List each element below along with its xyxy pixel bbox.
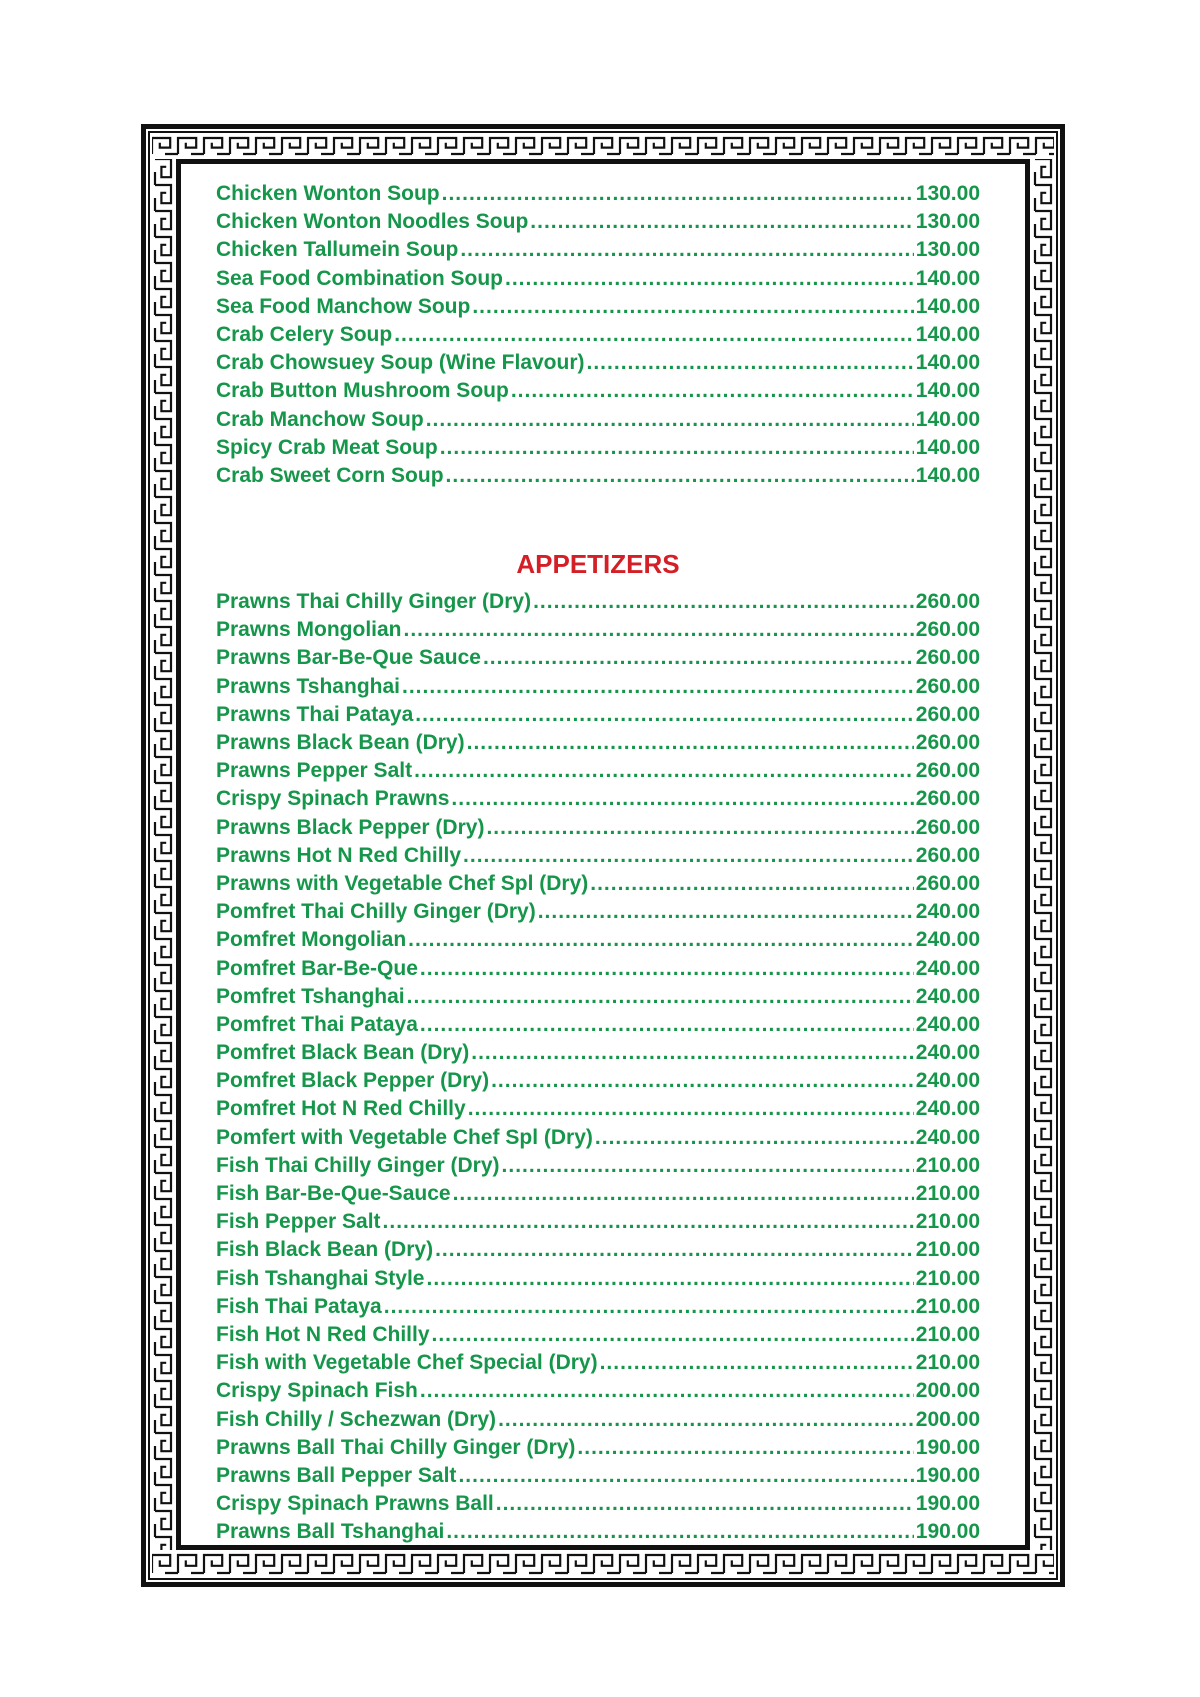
dot-leader: [426, 1265, 913, 1293]
menu-item-name: Pomfret Black Pepper (Dry): [216, 1069, 490, 1093]
menu-item-name: Sea Food Combination Soup: [216, 266, 503, 290]
dot-leader: [486, 814, 913, 842]
menu-item-row: [216, 1039, 980, 1067]
menu-item-row: [216, 1236, 980, 1264]
menu-item-price: 260.00: [915, 702, 980, 726]
dot-leader: [435, 1236, 914, 1264]
menu-item-name: Prawns Bar-Be-Que Sauce: [216, 646, 481, 670]
menu-item-row: [216, 265, 980, 293]
dot-leader: [577, 1434, 913, 1462]
menu-item-row: [216, 1124, 980, 1152]
dot-leader: [600, 1349, 914, 1377]
menu-item-row: [216, 1095, 980, 1123]
menu-item-price: 130.00: [915, 210, 980, 234]
menu-item-name: Pomfret Tshanghai: [216, 984, 405, 1008]
menu-item-name: Sea Food Manchow Soup: [216, 294, 471, 318]
menu-item-price: 140.00: [915, 435, 980, 459]
section-heading-appetizers: APPETIZERS: [516, 549, 680, 580]
menu-item-price: 260.00: [915, 590, 980, 614]
dot-leader: [498, 1406, 914, 1434]
menu-item-row: [216, 1011, 980, 1039]
menu-item-row: [216, 1180, 980, 1208]
menu-item-row: [216, 814, 980, 842]
menu-item-name: Crab Button Mushroom Soup: [216, 379, 509, 403]
menu-item-name: Pomfret Thai Chilly Ginger (Dry): [216, 900, 536, 924]
dot-leader: [415, 701, 914, 729]
dot-leader: [530, 208, 913, 236]
menu-item-price: 240.00: [915, 956, 980, 980]
menu-item-row: [216, 1518, 980, 1546]
menu-item-price: 240.00: [915, 1012, 980, 1036]
menu-item-price: 240.00: [915, 928, 980, 952]
menu-content: [216, 180, 980, 1546]
menu-item-row: [216, 406, 980, 434]
menu-item-price: 190.00: [915, 1435, 980, 1459]
menu-item-row: [216, 701, 980, 729]
menu-item-price: 240.00: [915, 1041, 980, 1065]
menu-item-row: [216, 616, 980, 644]
menu-item-name: Fish Thai Chilly Ginger (Dry): [216, 1153, 500, 1177]
dot-leader: [414, 757, 914, 785]
dot-leader: [590, 870, 914, 898]
menu-item-name: Pomfret Mongolian: [216, 928, 407, 952]
menu-item-row: [216, 729, 980, 757]
menu-item-row: [216, 321, 980, 349]
menu-item-name: Prawns Thai Pataya: [216, 702, 414, 726]
menu-item-price: 260.00: [915, 815, 980, 839]
dot-leader: [394, 321, 914, 349]
menu-item-price: 200.00: [915, 1379, 980, 1403]
menu-item-name: Pomfret Bar-Be-Que: [216, 956, 418, 980]
menu-item-name: Prawns Tshanghai: [216, 674, 400, 698]
menu-item-name: Prawns Ball Thai Chilly Ginger (Dry): [216, 1435, 576, 1459]
menu-item-price: 260.00: [915, 646, 980, 670]
menu-item-row: [216, 1434, 980, 1462]
dot-leader: [595, 1124, 914, 1152]
menu-item-row: [216, 1490, 980, 1518]
menu-item-price: 260.00: [915, 674, 980, 698]
menu-item-name: Crab Manchow Soup: [216, 407, 424, 431]
menu-item-price: 130.00: [915, 238, 980, 262]
menu-item-name: Crispy Spinach Prawns Ball: [216, 1492, 494, 1516]
menu-item-name: Fish Chilly / Schezwan (Dry): [216, 1407, 497, 1431]
dot-leader: [446, 462, 914, 490]
menu-item-row: [216, 208, 980, 236]
menu-item-price: 210.00: [915, 1182, 980, 1205]
menu-item-row: [216, 1321, 980, 1349]
menu-item-name: Crispy Spinach Prawns: [216, 787, 450, 811]
menu-item-name: Crispy Spinach Fish: [216, 1379, 418, 1403]
menu-item-price: 210.00: [915, 1322, 980, 1346]
dot-leader: [442, 180, 914, 208]
menu-item-price: 190.00: [915, 1520, 980, 1544]
menu-item-price: 140.00: [915, 379, 980, 403]
menu-item-price: 190.00: [915, 1463, 980, 1487]
menu-item-name: Fish Hot N Red Chilly: [216, 1322, 430, 1346]
menu-item-price: 240.00: [915, 984, 980, 1008]
appetizer-list: [216, 588, 980, 1546]
soup-list: [216, 180, 980, 490]
greek-key-border-left: [152, 159, 174, 1550]
dot-leader: [587, 349, 914, 377]
menu-item-row: [216, 293, 980, 321]
menu-item-row: [216, 377, 980, 405]
dot-leader: [511, 377, 914, 405]
menu-item-price: 260.00: [915, 871, 980, 895]
dot-leader: [446, 1518, 913, 1546]
menu-item-name: Fish Tshanghai Style: [216, 1266, 425, 1290]
menu-item-price: 200.00: [915, 1407, 980, 1431]
menu-item-name: Prawns Ball Pepper Salt: [216, 1463, 457, 1487]
menu-item-name: Pomfret Thai Pataya: [216, 1012, 418, 1036]
menu-item-name: Crab Chowsuey Soup (Wine Flavour): [216, 351, 585, 375]
dot-leader: [408, 926, 914, 954]
menu-item-row: [216, 1067, 980, 1095]
menu-item-name: Prawns Hot N Red Chilly: [216, 843, 462, 867]
menu-item-name: Prawns with Vegetable Chef Spl (Dry): [216, 871, 589, 895]
dot-leader: [471, 1039, 914, 1067]
menu-item-price: 140.00: [915, 322, 980, 346]
menu-item-price: 210.00: [915, 1294, 980, 1318]
menu-item-row: [216, 955, 980, 983]
greek-key-border-right: [1032, 159, 1054, 1550]
menu-item-price: 140.00: [915, 463, 980, 487]
menu-item-row: [216, 1377, 980, 1405]
dot-leader: [420, 1011, 914, 1039]
menu-item-row: [216, 842, 980, 870]
menu-item-price: 130.00: [915, 182, 980, 205]
menu-item-name: Pomfret Hot N Red Chilly: [216, 1097, 466, 1121]
menu-item-name: Fish Thai Pataya: [216, 1294, 382, 1318]
menu-item-price: 240.00: [915, 1097, 980, 1121]
dot-leader: [496, 1490, 914, 1518]
menu-item-price: 260.00: [915, 843, 980, 867]
dot-leader: [440, 434, 914, 462]
menu-item-row: [216, 870, 980, 898]
menu-item-row: [216, 673, 980, 701]
menu-item-price: 140.00: [915, 407, 980, 431]
menu-item-price: 140.00: [915, 266, 980, 290]
dot-leader: [426, 406, 914, 434]
dot-leader: [491, 1067, 914, 1095]
dot-leader: [502, 1152, 914, 1180]
menu-item-row: [216, 757, 980, 785]
menu-item-row: [216, 1208, 980, 1236]
dot-leader: [420, 955, 914, 983]
dot-leader: [453, 1180, 914, 1208]
greek-key-border-bottom: [152, 1552, 1054, 1576]
dot-leader: [468, 1095, 914, 1123]
menu-item-name: Prawns Thai Chilly Ginger (Dry): [216, 590, 532, 614]
dot-leader: [460, 236, 913, 264]
dot-leader: [420, 1377, 914, 1405]
menu-item-price: 240.00: [915, 1125, 980, 1149]
menu-item-row: [216, 588, 980, 616]
dot-leader: [432, 1321, 914, 1349]
dot-leader: [384, 1293, 914, 1321]
menu-item-name: Fish Pepper Salt: [216, 1210, 381, 1234]
menu-item-name: Fish Bar-Be-Que-Sauce: [216, 1182, 451, 1205]
menu-item-row: [216, 349, 980, 377]
menu-item-row: [216, 1406, 980, 1434]
menu-item-name: Fish with Vegetable Chef Special (Dry): [216, 1351, 598, 1375]
menu-item-price: 260.00: [915, 731, 980, 754]
menu-item-price: 190.00: [915, 1492, 980, 1516]
dot-leader: [538, 898, 914, 926]
dot-leader: [383, 1208, 914, 1236]
menu-item-row: [216, 1349, 980, 1377]
menu-item-name: Chicken Wonton Noodles Soup: [216, 210, 529, 234]
menu-item-row: [216, 926, 980, 954]
menu-item-name: Pomfert with Vegetable Chef Spl (Dry): [216, 1125, 593, 1149]
dot-leader: [467, 729, 914, 757]
menu-item-name: Prawns Black Bean (Dry): [216, 731, 465, 754]
greek-key-border-top: [152, 135, 1054, 157]
menu-item-name: Crab Celery Soup: [216, 322, 393, 346]
dot-leader: [451, 785, 913, 813]
menu-item-price: 210.00: [915, 1238, 980, 1262]
menu-item-name: Chicken Wonton Soup: [216, 182, 440, 205]
menu-item-price: 210.00: [915, 1266, 980, 1290]
dot-leader: [404, 616, 914, 644]
dot-leader: [472, 293, 913, 321]
dot-leader: [463, 842, 914, 870]
menu-item-name: Prawns Black Pepper (Dry): [216, 815, 485, 839]
dot-leader: [505, 265, 914, 293]
menu-item-name: Crab Sweet Corn Soup: [216, 463, 444, 487]
menu-item-row: [216, 785, 980, 813]
menu-item-price: 240.00: [915, 900, 980, 924]
menu-item-price: 140.00: [915, 294, 980, 318]
menu-item-row: [216, 644, 980, 672]
menu-item-row: [216, 180, 980, 208]
menu-item-price: 260.00: [915, 618, 980, 642]
menu-item-price: 240.00: [915, 1069, 980, 1093]
menu-item-row: [216, 1265, 980, 1293]
menu-item-price: 140.00: [915, 351, 980, 375]
menu-item-price: 260.00: [915, 787, 980, 811]
menu-item-name: Prawns Mongolian: [216, 618, 402, 642]
menu-item-row: [216, 1293, 980, 1321]
dot-leader: [533, 588, 914, 616]
menu-item-name: Spicy Crab Meat Soup: [216, 435, 438, 459]
menu-item-row: [216, 1462, 980, 1490]
dot-leader: [407, 983, 914, 1011]
dot-leader: [483, 644, 914, 672]
menu-item-name: Chicken Tallumein Soup: [216, 238, 459, 262]
menu-item-row: [216, 434, 980, 462]
dot-leader: [402, 673, 914, 701]
menu-item-price: 260.00: [915, 759, 980, 783]
menu-item-name: Fish Black Bean (Dry): [216, 1238, 434, 1262]
menu-item-name: Prawns Ball Tshanghai: [216, 1520, 445, 1544]
dot-leader: [458, 1462, 913, 1490]
menu-item-row: [216, 1152, 980, 1180]
menu-item-row: [216, 236, 980, 264]
menu-item-price: 210.00: [915, 1351, 980, 1375]
menu-item-name: Pomfret Black Bean (Dry): [216, 1041, 470, 1065]
menu-item-price: 210.00: [915, 1153, 980, 1177]
menu-item-price: 210.00: [915, 1210, 980, 1234]
menu-item-row: [216, 898, 980, 926]
menu-item-name: Prawns Pepper Salt: [216, 759, 413, 783]
menu-item-row: [216, 983, 980, 1011]
menu-item-row: [216, 462, 980, 490]
